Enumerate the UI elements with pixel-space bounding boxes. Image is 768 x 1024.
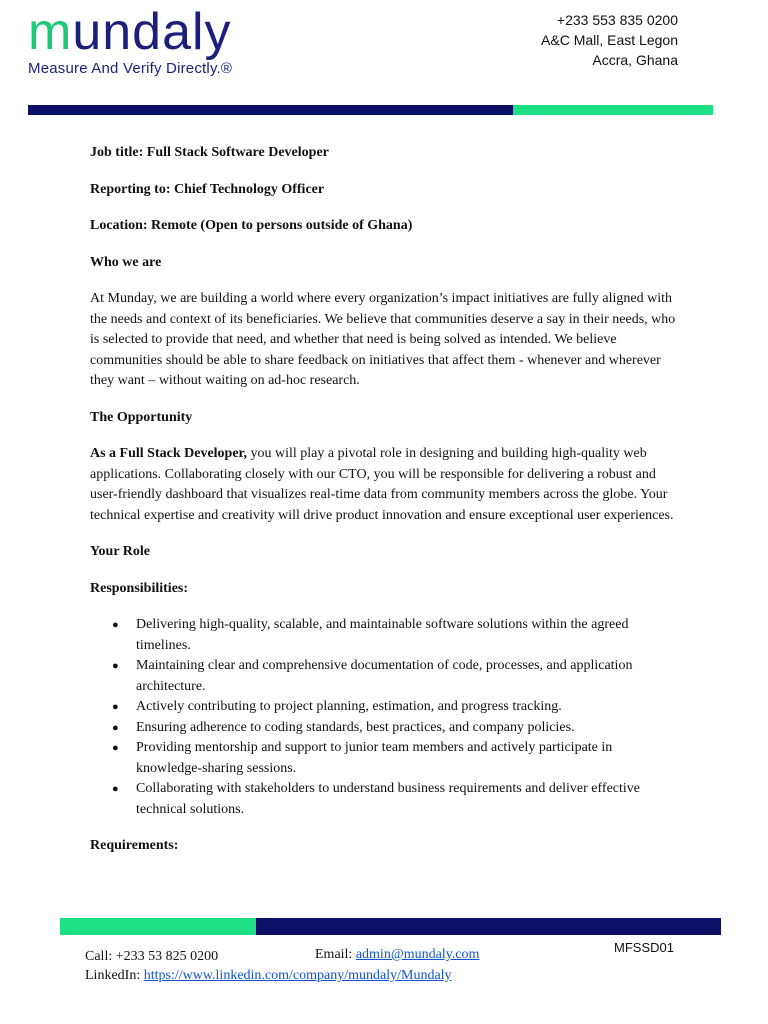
contact-address-line1: A&C Mall, East Legon [541, 32, 678, 48]
bullet-icon: ● [112, 742, 119, 754]
logo-tagline: Measure And Verify Directly.® [28, 60, 233, 77]
role-heading: Your Role [90, 544, 151, 559]
who-text: At Munday, we are building a world where every organization’s impact initiatives are fully aligned with the needs and context of its beneficiaries. We believe that communities deserve a say in their needs, who is selected to provide that need, and whether that need is being solved as intended. We believe communities should be able to share feedback on initiatives that affect them - whenever and wherever they want – without waiting on ad-hoc research. [90, 291, 676, 388]
list-item-text: Actively contributing to project planning, estimation, and progress tracking. [136, 699, 562, 714]
email-label: Email: [315, 947, 356, 962]
list-item-text: Delivering high-quality, scalable, and maintainable software solutions within the agreed timelines. [136, 617, 629, 653]
who-heading: Who we are [90, 254, 162, 270]
footer-bar-green [60, 918, 256, 935]
list-item [112, 615, 680, 656]
document-id: MFSSD01 [614, 940, 674, 955]
opportunity-text: you will play a pivotal role in designing and building high-quality web applications. Collaborating closely with our CTO, you will be responsible for delivering a robust and user-friendly dashboard that visualizes real-time data from community members across the globe. Your technical expertise and creativity will drive product innovation and ensure exceptional user experiences. [90, 446, 674, 523]
bullet-icon: ● [112, 701, 119, 713]
linkedin-label: LinkedIn: [85, 968, 144, 983]
opportunity-heading: The Opportunity [90, 409, 193, 425]
footer-linkedin [85, 966, 452, 985]
contact-block [541, 10, 678, 70]
opportunity-lead: As a Full Stack Developer, [90, 446, 247, 461]
bullet-icon: ● [112, 619, 119, 631]
responsibilities-heading: Responsibilities: [90, 580, 189, 596]
document-body [90, 143, 680, 873]
bullet-icon: ● [112, 660, 119, 672]
list-item [112, 718, 680, 739]
header-bar-navy [28, 105, 513, 115]
list-item [112, 656, 680, 697]
list-item [112, 697, 680, 718]
list-item-text: Ensuring adherence to coding standards, best practices, and company policies. [136, 719, 575, 735]
bullet-icon: ● [112, 783, 119, 795]
opportunity-paragraph [90, 444, 680, 526]
contact-phone: +233 553 835 0200 [556, 12, 678, 28]
footer-call: Call: +233 53 825 0200 [85, 949, 219, 964]
job-title: Job title: Full Stack Software Developer [90, 145, 329, 160]
list-item-text: Collaborating with stakeholders to understand business requirements and deliver effective technical solutions. [136, 781, 640, 817]
contact-address-line2: Accra, Ghana [592, 52, 678, 68]
list-item [112, 738, 680, 779]
logo-wordmark [28, 3, 232, 61]
header-bar-green [513, 105, 713, 115]
email-link[interactable]: admin@mundaly.com [355, 947, 480, 962]
list-item [112, 779, 680, 820]
list-item-text: Providing mentorship and support to junior team members and actively participate in knowledge-sharing sessions. [136, 740, 613, 776]
location: Location: Remote (Open to persons outside of Ghana) [90, 218, 413, 233]
list-item-text: Maintaining clear and comprehensive documentation of code, processes, and application architecture. [136, 658, 633, 694]
footer-bar-navy [256, 918, 721, 935]
bullet-icon: ● [112, 721, 119, 734]
company-logo [28, 3, 233, 77]
linkedin-link[interactable]: https://www.linkedin.com/company/mundaly/Mundaly [143, 968, 452, 983]
requirements-heading: Requirements: [90, 838, 179, 853]
reporting-to: Reporting to: Chief Technology Officer [90, 181, 325, 197]
logo-rest: undaly [72, 3, 232, 61]
responsibilities-list [90, 615, 680, 820]
footer-email [315, 947, 479, 963]
logo-m: m [28, 3, 73, 61]
